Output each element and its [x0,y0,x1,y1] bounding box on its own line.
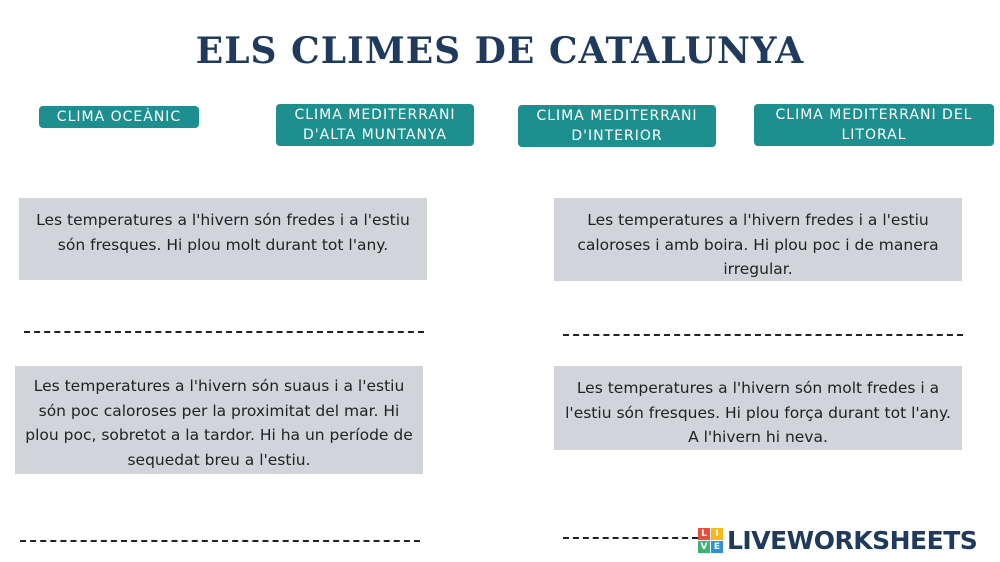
tag-label: CLIMA MEDITERRANI [536,108,698,124]
logo-mark-letter: E [711,541,723,553]
logo-mark-letter: I [711,528,723,540]
description-box: Les temperatures a l'hivern fredes i a l'estiu caloroses i amb boira. Hi plou poc i de manera irregular. [554,198,962,281]
tag-label: CLIMA OCEÀNIC [56,109,182,125]
page-title: ELS CLIMES DE CATALUNYA [195,30,805,72]
answer-line[interactable] [563,537,698,539]
tag-clima-interior[interactable] [518,105,716,147]
logo-text: LIVEWORKSHEETS [727,525,978,555]
tag-label: CLIMA MEDITERRANI DEL [775,107,973,123]
logo-mark-letter: L [698,528,710,540]
description-box: Les temperatures a l'hivern són molt fredes i a l'estiu són fresques. Hi plou força durant tot l'any. A l'hivern hi neva. [554,366,962,450]
tag-clima-litoral[interactable] [754,104,994,146]
answer-line[interactable] [24,331,424,333]
liveworksheets-mark-icon [698,528,723,553]
description-box: Les temperatures a l'hivern són suaus i a l'estiu són poc caloroses per la proximitat del mar. Hi plou poc, sobretot a la tardor. Hi ha un període de sequedat breu a l'estiu. [15,366,423,474]
tag-label: CLIMA MEDITERRANI [294,107,456,123]
tag-label-line2: D'ALTA MUNTANYA [303,127,447,143]
tag-clima-alta-muntanya[interactable] [276,104,474,146]
tag-label-line2: LITORAL [841,127,907,143]
liveworksheets-logo [698,525,977,555]
tag-label-line2: D'INTERIOR [571,128,663,144]
tag-clima-oceanic[interactable] [39,106,199,128]
logo-mark-letter: V [698,541,710,553]
answer-line[interactable] [563,334,963,336]
description-box: Les temperatures a l'hivern són fredes i a l'estiu són fresques. Hi plou molt durant tot l'any. [19,198,427,280]
answer-line[interactable] [20,540,420,542]
